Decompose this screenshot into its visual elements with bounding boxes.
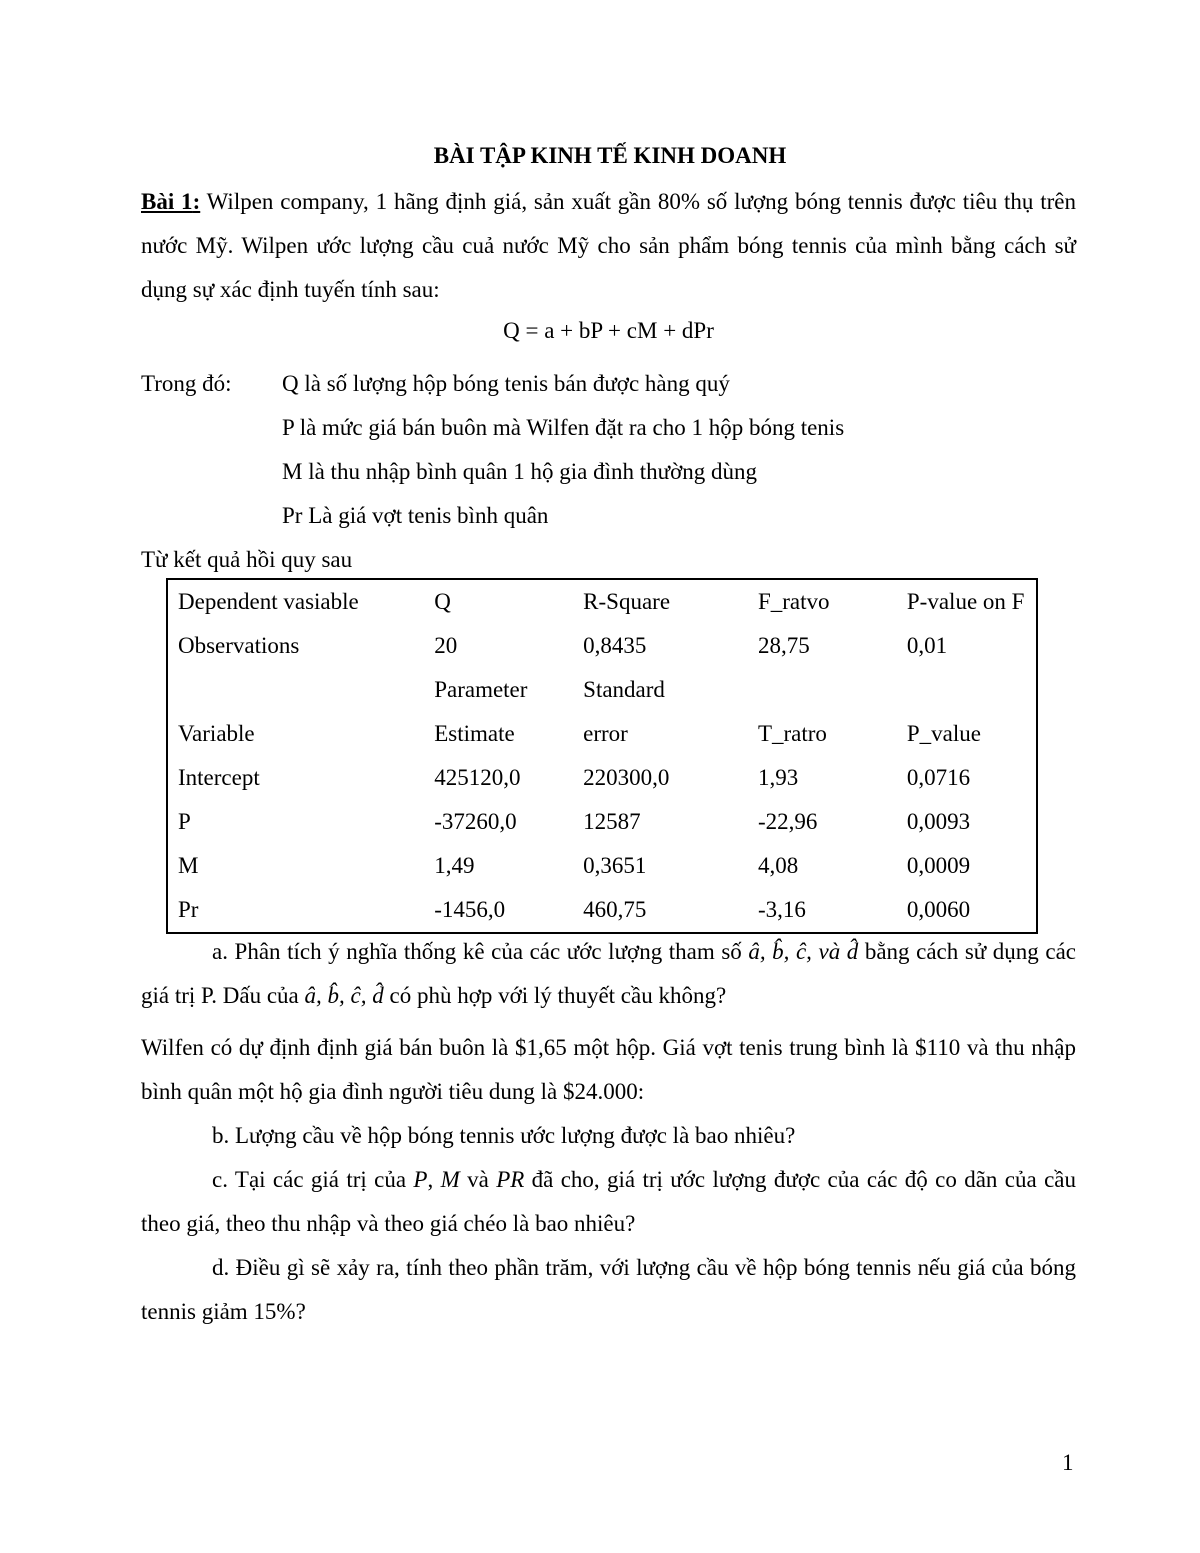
demand-formula: Q = a + bP + cM + dPr [503,318,714,343]
definition-item: P là mức giá bán buôn mà Wilfen đặt ra cho 1 hộp bóng tenis [282,415,845,440]
table-cell: 0,0093 [906,809,971,834]
table-cell: -37260,0 [434,809,517,834]
table-cell: Pr [178,897,199,922]
definition-item: M là thu nhập bình quân 1 hộ gia đình thường dùng [282,459,758,484]
table-cell: 1,93 [757,765,799,790]
question-c-text: đã cho, giá trị ước lượng được của các độ co dãn của cầu theo giá, theo thu nhập và theo giá chéo là bao nhiêu? [141,1167,1076,1236]
intro-paragraph [141,180,1076,312]
regression-table [166,578,1038,934]
question-b: b. Lượng cầu về hộp bóng tennis ước lượng được là bao nhiêu? [212,1123,796,1148]
definition-row [141,406,844,450]
table-cell: Dependent vasiable [178,589,359,614]
document-title: BÀI TẬP KINH TẾ KINH DOANH [433,143,787,168]
table-cell: Standard [583,677,665,702]
table-row [168,800,1036,844]
table-cell: Parameter [434,677,528,702]
table-cell: Observations [178,633,300,658]
intro-text: Wilpen company, 1 hãng định giá, sản xuất gần 80% số lượng bóng tennis được tiêu thụ trên nước Mỹ. Wilpen ước lượng cầu cuả nước Mỹ cho sản phẩm bóng tennis của mình bằng cách sử dụng sự xác định tuyến tính sau: [141,189,1076,302]
question-a-text: a. Phân tích ý nghĩa thống kê của các ước lượng tham số [212,939,749,964]
table-cell: 28,75 [757,633,810,658]
table-cell [907,668,1036,712]
table-row [168,580,1036,624]
table-cell: 0,0060 [906,897,971,922]
table-row [168,844,1036,888]
exercise-label-colon: : [192,189,201,214]
exercise-label: Bài 1 [141,189,193,214]
var-m: M [440,1167,460,1192]
definition-row [141,494,844,538]
table-cell: 1,49 [434,853,475,878]
definition-item: Q là số lượng hộp bóng tenis bán được hàng quý [282,371,730,396]
table-cell: 0,0716 [906,765,971,790]
table-cell: -1456,0 [434,897,506,922]
estimate-symbols: â, b̂, ĉ, và d̂ [748,939,859,964]
table-cell: Intercept [178,765,260,790]
table-cell: 12587 [583,809,641,834]
definition-row [141,450,844,494]
table-cell: 460,75 [583,897,647,922]
table-row [168,712,1036,756]
definitions-list [141,362,844,538]
table-cell: 220300,0 [583,765,670,790]
question-c-text: c. Tại các giá trị của [212,1167,414,1192]
table-cell: P [178,809,191,834]
regression-intro: Từ kết quả hồi quy sau [141,547,353,572]
question-c [141,1158,1076,1246]
question-a-text: có phù hợp với lý thuyết cầu không? [383,983,727,1008]
context-paragraph: Wilfen có dự định định giá bán buôn là $1,65 một hộp. Giá vợt tenis trung bình là $110 và thu nhập bình quân một hộ gia đình người tiêu dung là $24.000: [141,1035,1076,1104]
table-cell: 0,0009 [906,853,971,878]
table-cell: P-value on F [906,589,1025,614]
table-cell: Estimate [434,721,515,746]
table-cell: 425120,0 [434,765,521,790]
estimate-symbols: â, b̂, ĉ, d̂ [304,983,384,1008]
table-cell: 20 [434,633,458,658]
table-row [168,624,1036,668]
table-row [168,668,1036,712]
table-cell: T_ratro [757,721,827,746]
table-row [168,888,1036,932]
table-cell: error [583,721,628,746]
definitions-label: Trong đó: [141,371,232,396]
table-cell: 0,8435 [583,633,647,658]
table-cell: P_value [906,721,981,746]
table-cell: Variable [178,721,255,746]
table-cell: 4,08 [757,853,799,878]
table-cell: 0,3651 [583,853,647,878]
table-cell: -3,16 [757,897,806,922]
definition-item: Pr Là giá vợt tenis bình quân [282,503,549,528]
table-row [168,756,1036,800]
table-cell [758,668,907,712]
table-cell: R-Square [583,589,671,614]
question-d: d. Điều gì sẽ xảy ra, tính theo phần trăm, với lượng cầu về hộp bóng tennis nếu giá của bóng tennis giảm 15%? [141,1255,1076,1324]
question-a [141,930,1076,1018]
page-number: 1 [1062,1450,1074,1475]
table-cell: -22,96 [757,809,818,834]
var-p: P [413,1167,428,1192]
table-cell: M [178,853,199,878]
table-cell: F_ratvo [757,589,830,614]
table-cell [168,668,434,712]
table-cell: Q [434,589,451,614]
question-c-text: , [427,1167,441,1192]
definition-row [141,362,844,406]
question-a-text: bằng cách sử dụng các giá trị P. Dấu của [141,939,1076,1008]
table-cell: 0,01 [906,633,948,658]
var-pr: PR [496,1167,525,1192]
question-c-text: và [459,1167,497,1192]
